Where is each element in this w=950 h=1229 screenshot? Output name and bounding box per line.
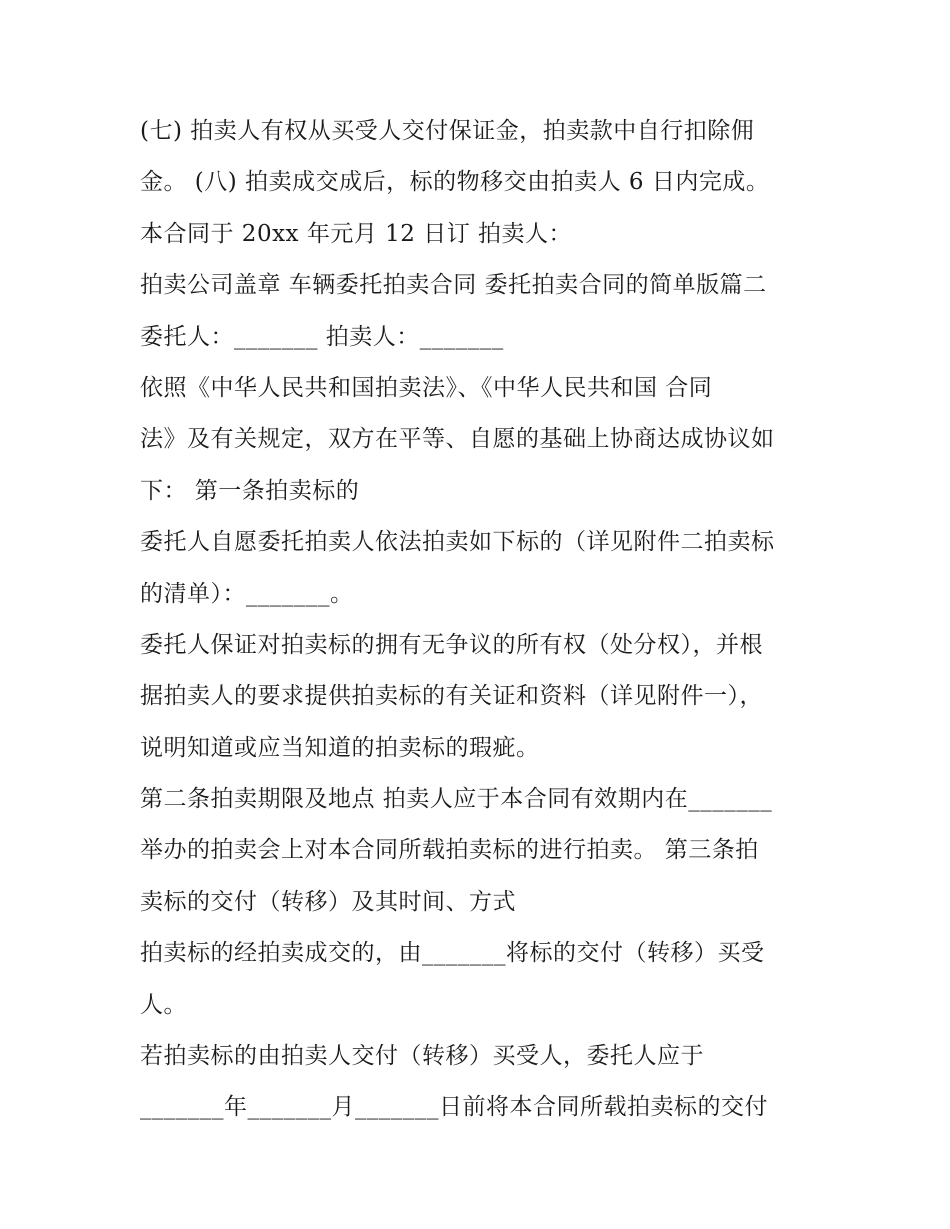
text-line: 本合同于 20xx 年元月 12 日订 拍卖人： <box>140 220 573 247</box>
text-line: _______年_______月_______日前将本合同所载拍卖标的交付 <box>140 1094 768 1121</box>
text-line: 委托人保证对拍卖标的拥有无争议的所有权（处分权），并根 <box>140 631 763 658</box>
text-line: 人。 <box>140 991 187 1018</box>
text-line: 举办的拍卖会上对本合同所载拍卖标的进行拍卖。 第三条拍 <box>140 837 759 864</box>
document-body <box>140 106 820 1134</box>
text-line: 法》及有关规定，双方在平等、自愿的基础上协商达成协议如 <box>140 426 775 453</box>
text-line: 据拍卖人的要求提供拍卖标的有关证和资料（详见附件一）， <box>140 683 763 710</box>
text-line: 委托人：_______ 拍卖人：_______ <box>140 323 504 350</box>
text-line: 拍卖标的经拍卖成交的，由_______将标的交付（转移）买受 <box>140 940 765 967</box>
text-line: 说明知道或应当知道的拍卖标的瑕疵。 <box>140 734 540 761</box>
text-line: 下： 第一条拍卖标的 <box>140 477 360 504</box>
text-line: 卖标的交付（转移）及其时间、方式 <box>140 888 516 915</box>
text-line: 第二条拍卖期限及地点 拍卖人应于本合同有效期内在_______ <box>140 786 773 813</box>
text-line: 委托人自愿委托拍卖人依法拍卖如下标的（详见附件二拍卖标 <box>140 529 775 556</box>
text-line: 若拍卖标的由拍卖人交付（转移）买受人，委托人应于 <box>140 1043 704 1070</box>
text-line: 拍卖公司盖章 车辆委托拍卖合同 委托拍卖合同的简单版篇二 <box>140 272 767 299</box>
text-line: (七) 拍卖人有权从买受人交付保证金，拍卖款中自行扣除佣 <box>140 118 755 144</box>
text-line: 的清单）：_______。 <box>140 580 354 607</box>
text-line: 金。 (八) 拍卖成交成后，标的物移交由拍卖人 6 日内完成。 <box>140 169 770 196</box>
text-line: 依照《中华人民共和国拍卖法》、《中华人民共和国 合同 <box>140 374 713 401</box>
